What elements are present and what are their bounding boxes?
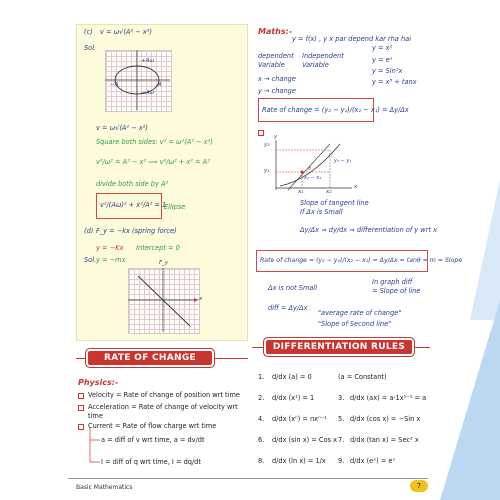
ellipse-graph (105, 50, 170, 110)
page-number-badge: 7 (410, 480, 428, 492)
rate-formula-2: Rate of change = (y₂ − y₁)/(x₂ − x₁) = Δy/Δx = tanθ = m = Slope (260, 257, 463, 264)
independent-variable: Variable (302, 61, 329, 69)
rule-number: 3. (338, 394, 345, 402)
rule-formula: d/dx (ax) = a·1x¹⁻¹ = a (350, 394, 427, 402)
rearranged-equation: v²/ω² = A² − x² ⟹ v²/ω² + x² = A² (96, 158, 210, 166)
slope-second-text: "Slope of Second line" (318, 320, 392, 328)
independent-label: Independent (302, 52, 344, 60)
rule-number: 8. (258, 457, 265, 465)
rule-number: 6. (258, 436, 265, 444)
background-accent-light (470, 180, 500, 320)
rule-formula: d/dx (sin x) = Cos x (272, 436, 337, 444)
sol-label-2: Sol. (84, 256, 97, 264)
intercept-text: Intercept = 0 (136, 244, 180, 252)
graph-dx: x₂ − x₁ (304, 175, 322, 181)
tangent-graph (270, 140, 358, 192)
rule-number: 2. (258, 394, 265, 402)
force-graph-x-label: x (199, 296, 203, 302)
rule-formula: d/dx (eˣ) = eˣ (350, 457, 396, 465)
physics-acceleration-formula: a = diff of v wrt time, a = dv/dt (101, 436, 205, 444)
physics-current-formula: I = diff of q wrt time, I = dq/dt (101, 458, 201, 466)
maths-title: Maths:- (258, 27, 293, 36)
rate-formula: Rate of change = (y₂ − y₁)/(x₂ − x₁) = Δy/Δx (262, 106, 409, 114)
rule-number: 4. (258, 415, 265, 423)
graph-x1: x₁ (298, 189, 304, 195)
force-graph-y-label: F_y (159, 260, 169, 266)
graph-minus-a: −A (110, 82, 119, 88)
differentiation-rules-banner: DIFFERENTIATION RULES (266, 340, 412, 354)
sol-label: Sol. (84, 44, 97, 52)
physics-item-velocity: Velocity = Rate of change of position wrt time (88, 391, 240, 399)
sol-equation: y = −mx (96, 256, 126, 264)
rule-number: 7. (338, 436, 345, 444)
physics-arrow-lines (88, 428, 102, 468)
y-change: y → change (258, 87, 296, 95)
example-1: y = x² (372, 44, 393, 52)
physics-title: Physics:- (78, 378, 119, 387)
rule-number: 9. (338, 457, 345, 465)
example-3: y = Sin²x (372, 67, 403, 75)
graph-y1: y₁ (264, 168, 270, 174)
dependent-label: dependent (258, 52, 294, 60)
graph-y-axis: y (274, 134, 278, 140)
rule-number: 5. (338, 415, 345, 423)
rule-formula: d/dx (xⁿ) = nxⁿ⁻¹ (272, 415, 327, 423)
x-change: x → change (258, 75, 296, 83)
background-accent (440, 300, 500, 500)
if-dx-small: If Δx is Small (300, 208, 343, 216)
slope-of-line: = Slope of line (372, 287, 421, 295)
divide-text: divide both side by A² (96, 180, 169, 188)
y-kx-equation: y = −Kx (96, 244, 124, 252)
bullet-square (78, 424, 84, 430)
graph-x-axis: x (354, 184, 358, 190)
part-d-equation: F_y = −kx (spring force) (96, 227, 177, 235)
graph-x2: x₂ (326, 189, 332, 195)
graph-a: A (158, 82, 162, 88)
force-graph (128, 268, 198, 332)
velocity-equation: v = ω√(A² − x²) (96, 124, 148, 132)
example-2: y = eˣ (372, 56, 393, 64)
dx-not-small: Δx is not Small (268, 284, 318, 292)
rule-formula: d/dx (ln x) = 1/x (272, 457, 326, 465)
part-d-label: (d) (84, 227, 94, 235)
footer-title: Basic Mathematics (76, 484, 133, 491)
ellipse-equation: v²/(Aω)² + x²/A² = 1 (100, 201, 167, 209)
physics-item-current: Current = Rate of flow charge wrt time (88, 422, 217, 430)
bullet-square (78, 405, 84, 411)
example-4: y = x³ + tanx (372, 78, 417, 86)
physics-item-acceleration: Acceleration = Rate of change of velocity wrt time (88, 403, 238, 420)
rule-formula: d/dx (x¹) = 1 (272, 394, 315, 402)
rate-of-change-banner: RATE OF CHANGE (88, 351, 212, 365)
rule-formula: d/dx (a) = 0 (272, 373, 312, 381)
rule-formula: d/dx (tan x) = Sec² x (350, 436, 419, 444)
graph-dy: y₂ − y₁ (334, 158, 352, 164)
graph-plus-aw: +Aω (141, 58, 154, 64)
diff-equation: diff = Δy/Δx (268, 304, 308, 312)
average-rate-text: "average rate of change" (318, 309, 402, 317)
slope-tangent-text: Slope of tangent line (300, 199, 369, 207)
part-c-equation: v = ω√(A² − x²) (100, 28, 152, 36)
part-c-label: (c) (84, 28, 93, 36)
rule-formula: d/dx (cos x) = −Sin x (350, 415, 421, 423)
ellipse-label: Ellipse (164, 203, 186, 211)
graph-y2: y₂ (264, 142, 270, 148)
graph-theta: θ (308, 166, 312, 172)
y-fx-statement: y = f(x) , y x par depend kar rha hai (292, 35, 411, 43)
bullet-square (258, 130, 264, 136)
square-both-sides: Square both sides: v² = ω²(A² − x²) (96, 138, 213, 146)
dydx-statement: Δy/Δx ⇒ dy/dx ⇒ differentiation of y wrt x (300, 226, 437, 234)
rule-note: (a = Constant) (338, 373, 387, 381)
dependent-variable: Variable (258, 61, 285, 69)
graph-minus-aw: −Aω (141, 90, 154, 96)
footer-rule (68, 478, 428, 479)
bullet-square (78, 393, 84, 399)
in-graph-diff: In graph diff (372, 278, 413, 286)
rule-number: 1. (258, 373, 265, 381)
